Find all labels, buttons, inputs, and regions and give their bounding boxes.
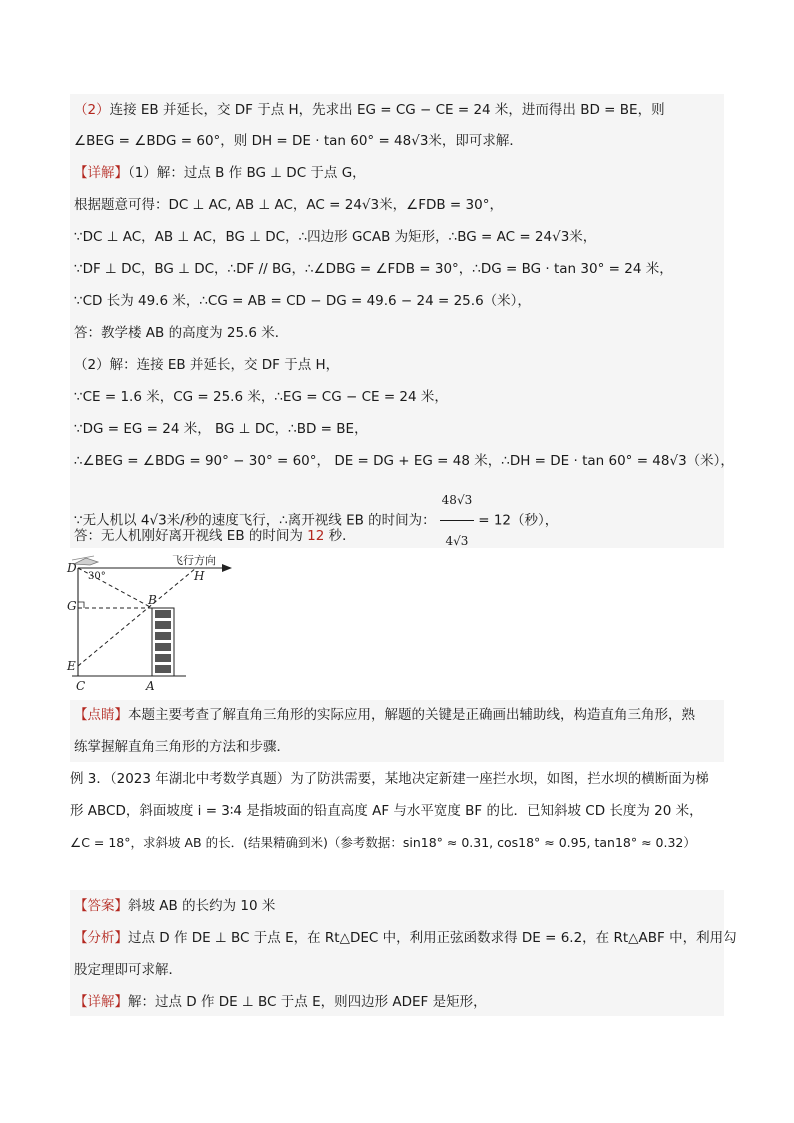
detail2-line: 【详解】解：过点 D 作 DE ⊥ BC 于点 E，则四边形 ADEF 是矩形， <box>74 994 487 1010</box>
label-e: E <box>67 659 76 673</box>
label-a: A <box>146 679 155 693</box>
analysis-line-2: 股定理即可求解． <box>74 962 182 978</box>
detail2-tag: 【详解】 <box>74 994 128 1010</box>
comment-tag: 【点睛】 <box>74 707 128 723</box>
label-g: G <box>67 599 77 613</box>
detail-tag: 【详解】 <box>74 165 128 181</box>
direction-label: 飞行方向 <box>172 554 216 567</box>
detail-line-12: 答：无人机刚好离开视线 EB 的时间为 12 秒． <box>74 528 356 544</box>
example3-line-2: 形 ABCD，斜面坡度 i = 3∶4 是指坡面的铅直高度 AF 与水平宽度 BF 的比．已知斜坡 CD 长度为 20 米， <box>70 803 703 819</box>
answer-tag: 【答案】 <box>74 898 128 914</box>
detail-line-8: ∵CE = 1.6 米，CG = 25.6 米，∴EG = CG − CE = 24 米， <box>74 389 448 405</box>
label-c: C <box>76 679 86 693</box>
answer-line: 【答案】斜坡 AB 的长约为 10 米 <box>74 898 276 914</box>
segment-eh <box>78 568 196 666</box>
label-angle: 30° <box>88 571 106 582</box>
detail-line-6: 答：教学楼 AB 的高度为 25.6 米． <box>74 325 289 341</box>
right-angle-mark <box>78 602 84 608</box>
detail-line-1: 【详解】（1）解：过点 B 作 BG ⊥ DC 于点 G， <box>74 165 366 181</box>
detail-line-2: 根据题意可得：DC ⊥ AC, AB ⊥ AC，AC = 24√3米，∠FDB = 30°， <box>74 197 503 213</box>
detail-line-10: ∴∠BEG = ∠BDG = 90° − 30° = 60°， DE = DG + EG = 48 米，∴DH = DE · tan 60° = 48√3（米）， <box>74 453 734 469</box>
geometry-figure <box>64 548 244 698</box>
detail-line-3: ∵DC ⊥ AC，AB ⊥ AC，BG ⊥ DC，∴四边形 GCAB 为矩形，∴BG = AC = 24√3米， <box>74 229 597 245</box>
detail-line-4: ∵DF ⊥ DC，BG ⊥ DC，∴DF // BG，∴∠DBG = ∠FDB = 30°，∴DG = BG · tan 30° = 24 米， <box>74 261 673 277</box>
arrow-head-icon <box>222 564 232 572</box>
detail-line-9: ∵DG = EG = 24 米， BG ⊥ DC，∴BD = BE， <box>74 421 368 437</box>
example3-line-3: ∠C = 18°，求斜坡 AB 的长．(结果精确到米)（参考数据：sin18° ≈ 0.31, cos18° ≈ 0.95, tan18° ≈ 0.32） <box>70 835 696 850</box>
time-fraction: $\frac{48√3}{4√3}$ <box>440 480 475 561</box>
analysis-line-1: 【分析】过点 D 作 DE ⊥ BC 于点 E，在 Rt△DEC 中，利用正弦函数求得 DE = 6.2，在 Rt△ABF 中，利用勾 <box>74 930 737 946</box>
hint-line-1: （2）连接 EB 并延长，交 DF 于点 H，先求出 EG = CG − CE = 24 米，进而得出 BD = BE，则 <box>74 102 665 118</box>
label-d: D <box>67 561 77 575</box>
example3-line-1: 例 3．（2023 年湖北中考数学真题）为了防洪需要，某地决定新建一座拦水坝，如图，拦水坝的横断面为梯 <box>70 771 709 787</box>
detail-line-11: ∵无人机以 4√3米/秒的速度飞行，∴离开视线 EB 的时间为： $\frac{48√3}{4√3}$ = 12（秒）， <box>74 480 558 561</box>
comment-line-1: 【点睛】本题主要考查了解直角三角形的实际应用，解题的关键是正确画出辅助线，构造直角三角形，熟 <box>74 707 695 723</box>
detail-line-7: （2）解：连接 EB 并延长，交 DF 于点 H， <box>74 357 340 373</box>
analysis-tag: 【分析】 <box>74 930 128 946</box>
detail-line-5: ∵CD 长为 49.6 米，∴CG = AB = CD − DG = 49.6 − 24 = 25.6（米）， <box>74 293 531 309</box>
label-b: B <box>148 593 157 607</box>
comment-line-2: 练掌握解直角三角形的方法和步骤． <box>74 739 290 755</box>
hint-line-2: ∠BEG = ∠BDG = 60°，则 DH = DE · tan 60° = 48√3米，即可求解． <box>74 133 523 149</box>
label-h: H <box>194 569 205 583</box>
